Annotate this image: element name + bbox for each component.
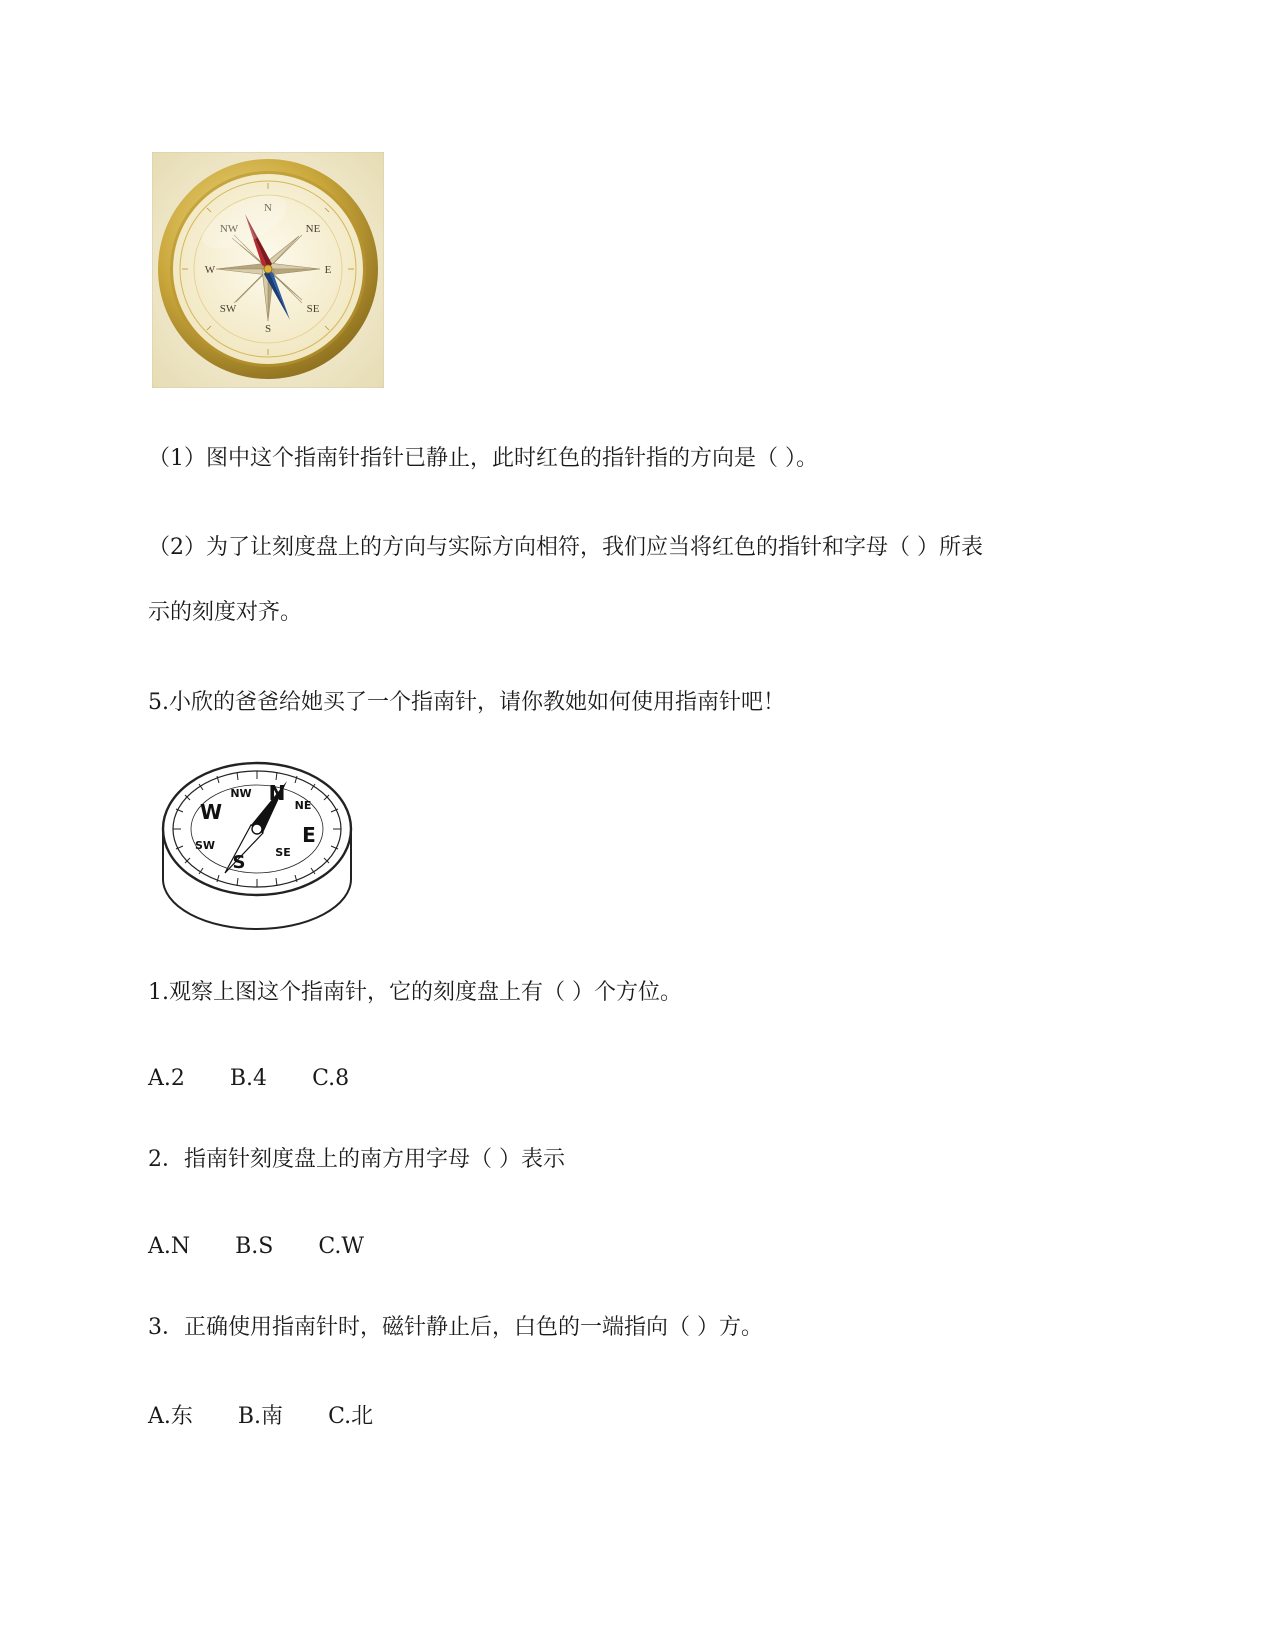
question-5-3: 3．正确使用指南针时，磁针静止后，白色的一端指向（ ）方。 [148,1315,763,1340]
question-5-1-options [148,1064,387,1094]
option-b: B.S [235,1234,274,1259]
line-compass-icon [159,757,355,934]
golden-compass-figure [152,152,384,388]
option-b: B.4 [229,1066,268,1091]
option-a: A.东 [148,1404,193,1429]
label-nw: NW [219,223,239,235]
label-n: N [264,202,272,214]
needle-pivot [252,824,262,834]
label-w: W [204,264,216,276]
option-c: C.W [318,1234,365,1259]
label-n: N [268,781,286,805]
label-w: W [199,800,223,824]
label-nw: NW [230,787,252,800]
needle-pivot [264,265,272,273]
label-ne: NE [294,799,312,812]
label-ne: NE [305,223,321,235]
option-b: B.南 [237,1404,284,1429]
option-c: C.8 [312,1066,350,1091]
option-c: C.北 [328,1404,374,1429]
label-s: S [264,323,272,335]
line-compass-figure [159,757,355,934]
question-4-1: （1）图中这个指南针指针已静止，此时红色的指针指的方向是（ ）。 [148,446,818,471]
label-se: SE [275,846,291,859]
question-4-2-line2: 示的刻度对齐。 [148,600,303,625]
question-5-2: 2．指南针刻度盘上的南方用字母（ ）表示 [148,1147,565,1172]
label-se: SE [306,303,320,315]
label-sw: SW [219,303,237,315]
option-a: A.N [148,1234,191,1259]
label-sw: SW [194,839,216,852]
question-5-3-options [148,1402,411,1432]
question-4-2-line1: （2）为了让刻度盘上的方向与实际方向相符，我们应当将红色的指针和字母（ ）所表 [148,535,983,560]
question-5-1: 1.观察上图这个指南针，它的刻度盘上有（ ）个方位。 [148,980,682,1005]
question-5-2-options [148,1232,402,1262]
question-5-title: 5.小欣的爸爸给她买了一个指南针，请你教她如何使用指南针吧！ [148,690,785,715]
golden-compass-icon [152,152,384,388]
label-e: E [324,264,332,276]
label-e: E [302,823,316,847]
label-s: S [232,852,246,873]
option-a: A.2 [148,1066,185,1091]
